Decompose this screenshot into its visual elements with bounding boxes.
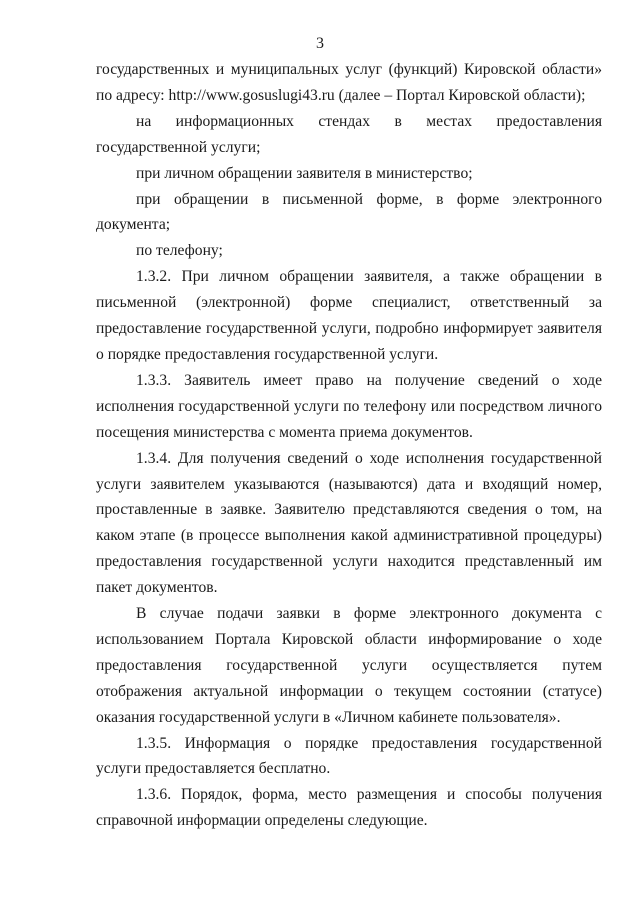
- paragraph-1-3-6: 1.3.6. Порядок, форма, место размещения и способы получения справочной информации определены следующие.: [96, 786, 602, 830]
- paragraph-portal-address: государственных и муниципальных услуг (функций) Кировской области» по адресу: http://www.gosuslugi43.ru (далее – Портал Кировской области);: [96, 61, 602, 104]
- page-number: 3: [316, 35, 324, 52]
- document-body: [96, 57, 602, 834]
- paragraph-personal-visit: при личном обращении заявителя в министерство;: [136, 164, 473, 182]
- paragraph-info-stands: на информационных стендах в местах предоставления государственной услуги;: [96, 112, 602, 156]
- paragraph-1-3-3: 1.3.3. Заявитель имеет право на получение сведений о ходе исполнения государственной услуги по телефону или посредством личного посещения министерства с момента приема документов.: [96, 371, 602, 441]
- paragraph-electronic-document: В случае подачи заявки в форме электронного документа с использованием Портала Кировской области информирование о ходе предоставления государственной услуги осуществляется путем отображения актуальной информации о текущем состоянии (статусе) оказания государственной услуги в «Личном кабинете пользователя».: [96, 605, 602, 726]
- paragraph-1-3-5: 1.3.5. Информация о порядке предоставления государственной услуги предоставляется бесплатно.: [96, 734, 602, 778]
- paragraph-1-3-2: 1.3.2. При личном обращении заявителя, а также обращении в письменной (электронной) форме специалист, ответственный за предоставление государственной услуги, подробно информирует заявителя о порядке предоставления государственной услуги.: [96, 268, 602, 363]
- paragraph-phone: по телефону;: [136, 242, 223, 260]
- paragraph-1-3-4: 1.3.4. Для получения сведений о ходе исполнения государственной услуги заявителем указываются (называются) дата и входящий номер, проставленные в заявке. Заявителю представляются сведения о том, на каком этапе (в процессе выполнения какой административной процедуры) предоставления государственной услуги находится представленный им пакет документов.: [96, 449, 602, 597]
- paragraph-written-request: при обращении в письменной форме, в форме электронного документа;: [96, 190, 602, 234]
